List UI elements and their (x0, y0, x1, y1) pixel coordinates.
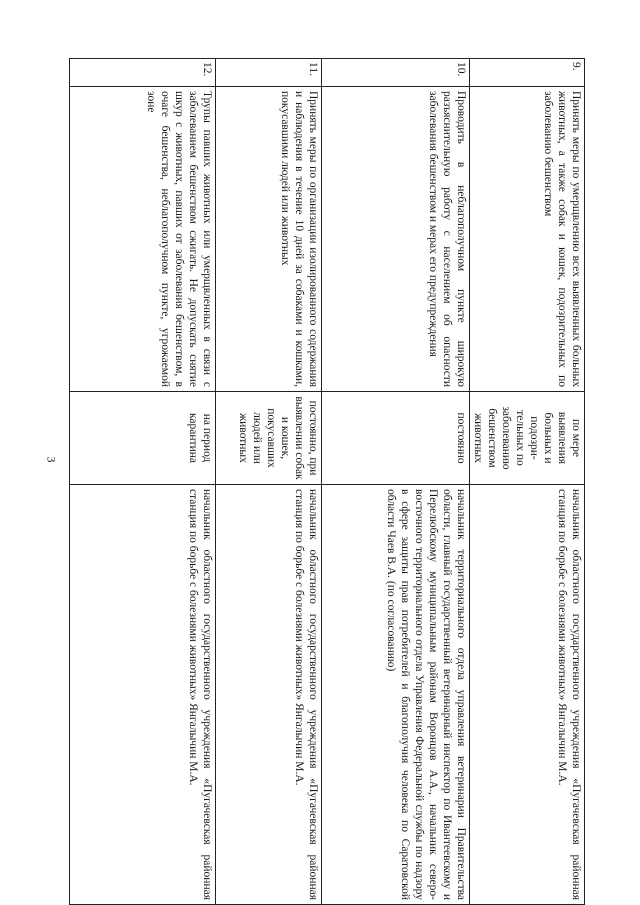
row-number: 10. (321, 59, 469, 87)
measure-cell: Принять меры по умерщвлению всех выявленных больных животных, а также собак и кошек, подозрительных по заболеванию бешенством (469, 87, 584, 392)
table-row (321, 59, 469, 905)
measures-table-rotated (93, 58, 585, 904)
measure-cell: Принять меры по организации изолированного содержания и наблюдения в течение 10 дней за собаками и кошками, покусавшими людей или животных (215, 87, 321, 392)
table-row (215, 59, 321, 905)
term-cell: по мере выявления больных и подозри-тельных по заболеванию бешенством животных (469, 392, 584, 485)
row-number: 9. (469, 59, 584, 87)
page-number: 3 (44, 456, 59, 463)
table-row (69, 59, 215, 905)
responsible-cell: начальник областного государственного учреждения «Пугачевская районная станция по борьбе с болезнями животных» Янгалычин М.А. (215, 485, 321, 905)
responsible-cell: начальник областного государственного учреждения «Пугачевская районная станция по борьбе с болезнями животных» Янгалычин М.А. (69, 485, 215, 905)
responsible-cell: начальник областного государственного учреждения «Пугачевская районная станция по борьбе с болезнями животных» Янгалычин М.А. (469, 485, 584, 905)
term-cell: на период карантина (69, 392, 215, 485)
measure-cell: Трупы павших животных или умерщвленных в связи с заболеванием бешенством сжигать. Не допускать снятие шкур с животных, павших от заболевания бешенством, в очаге бешенства, неблагополучном пункте, угрожаемой зоне (69, 87, 215, 392)
measures-table (69, 58, 585, 905)
measure-cell: Проводить в неблагополучном пункте широкую разъяснительную работу с населением об опасности заболевания бешенством и мерах его предупреждения (321, 87, 469, 392)
table-row (469, 59, 584, 905)
term-cell: постоянно (321, 392, 469, 485)
row-number: 11. (215, 59, 321, 87)
responsible-cell: начальник территориального отдела управления ветеринарии Правительства области, главный государственный ветеринарный инспектор по Ивантеевскому и Перелюбскому муниципальным районам Воронцов А.А., начальник северо-восточного территориального отдела Управления Федеральной службы по надзору в сфере защиты прав потребителей и благополучия человека по Саратовской области Чаев В.А. (по согласованию) (321, 485, 469, 905)
term-cell: постоянно, при выявлении собак и кошек, покусавших людей или животных (215, 392, 321, 485)
row-number: 12. (69, 59, 215, 87)
